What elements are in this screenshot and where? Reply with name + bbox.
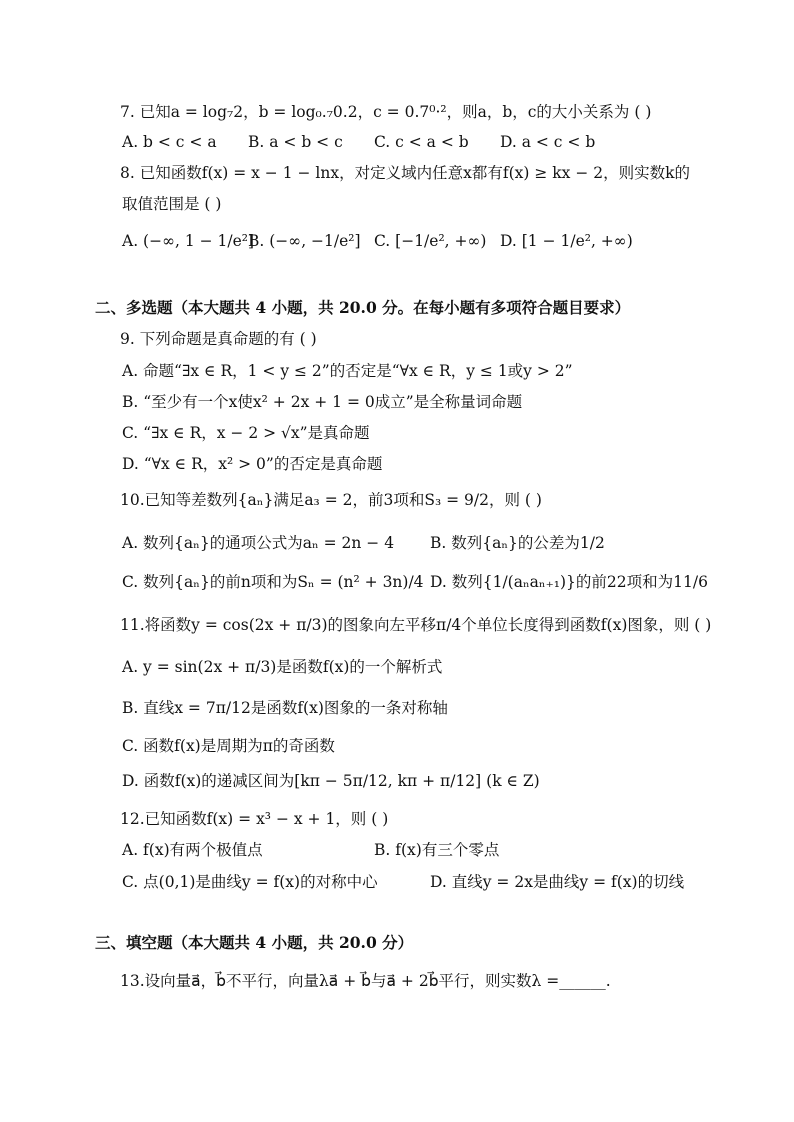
q10-option-a: A. 数列{aₙ}的通项公式为aₙ = 2n − 4 xyxy=(122,534,395,552)
q11-stem: 11.将函数y = cos(2x + π/3)的图象向左平移π/4个单位长度得到函数f(x)图象，则 ( ) xyxy=(120,616,712,634)
section-2-heading: 二、多选题（本大题共 4 小题，共 20.0 分。在每小题有多项符合题目要求） xyxy=(95,298,631,317)
q12-stem: 12.已知函数f(x) = x³ − x + 1，则 ( ) xyxy=(120,810,389,828)
q8-option-d: D. [1 − 1/e², +∞) xyxy=(500,232,633,250)
q11-option-c: C. 函数f(x)是周期为π的奇函数 xyxy=(122,737,335,755)
q9-option-b: B. “至少有一个x使x² + 2x + 1 = 0成立”是全称量词命题 xyxy=(122,393,523,411)
q7-option-a: A. b < c < a xyxy=(122,133,217,151)
q7-option-d: D. a < c < b xyxy=(500,133,596,151)
q13-stem: 13.设向量a⃗，b⃗不平行，向量λa⃗ + b⃗与a⃗ + 2b⃗平行，则实数λ =______. xyxy=(120,972,611,990)
q8-option-c: C. [−1/e², +∞) xyxy=(374,232,487,250)
q10-option-c: C. 数列{aₙ}的前n项和为Sₙ = (n² + 3n)/4 xyxy=(122,573,424,591)
q8-stem-line2: 取值范围是 ( ) xyxy=(122,195,222,213)
q10-option-d: D. 数列{1/(aₙaₙ₊₁)}的前22项和为11/6 xyxy=(430,573,708,591)
q12-option-b: B. f(x)有三个零点 xyxy=(374,841,500,859)
q10-stem: 10.已知等差数列{aₙ}满足a₃ = 2，前3项和S₃ = 9/2，则 ( ) xyxy=(120,491,542,509)
q12-option-a: A. f(x)有两个极值点 xyxy=(122,841,263,859)
q9-option-a: A. 命题“∃x ∈ R，1 < y ≤ 2”的否定是“∀x ∈ R，y ≤ 1或y > 2” xyxy=(122,362,573,380)
q10-option-b: B. 数列{aₙ}的公差为1/2 xyxy=(430,534,605,552)
q8-option-a: A. (−∞, 1 − 1/e²] xyxy=(122,232,255,250)
q11-option-a: A. y = sin(2x + π/3)是函数f(x)的一个解析式 xyxy=(122,658,443,676)
q7-option-b: B. a < b < c xyxy=(248,133,343,151)
q8-stem-line1: 8. 已知函数f(x) = x − 1 − lnx，对定义域内任意x都有f(x) ≥ kx − 2，则实数k的 xyxy=(120,164,690,182)
section-3-heading: 三、填空题（本大题共 4 小题，共 20.0 分） xyxy=(95,933,414,952)
q11-option-b: B. 直线x = 7π/12是函数f(x)图象的一条对称轴 xyxy=(122,699,448,717)
q9-option-c: C. “∃x ∈ R，x − 2 > √x”是真命题 xyxy=(122,424,370,442)
q7-option-c: C. c < a < b xyxy=(374,133,469,151)
q11-option-d: D. 函数f(x)的递减区间为[kπ − 5π/12, kπ + π/12] (k ∈ Z) xyxy=(122,772,540,790)
q9-stem: 9. 下列命题是真命题的有 ( ) xyxy=(120,330,317,348)
q12-option-c: C. 点(0,1)是曲线y = f(x)的对称中心 xyxy=(122,873,378,891)
q12-option-d: D. 直线y = 2x是曲线y = f(x)的切线 xyxy=(430,873,685,891)
q9-option-d: D. “∀x ∈ R，x² > 0”的否定是真命题 xyxy=(122,455,383,473)
q8-option-b: B. (−∞, −1/e²] xyxy=(248,232,361,250)
q7-stem: 7. 已知a = log₇2，b = log₀.₇0.2，c = 0.7⁰·²，则a，b，c的大小关系为 ( ) xyxy=(120,103,652,121)
